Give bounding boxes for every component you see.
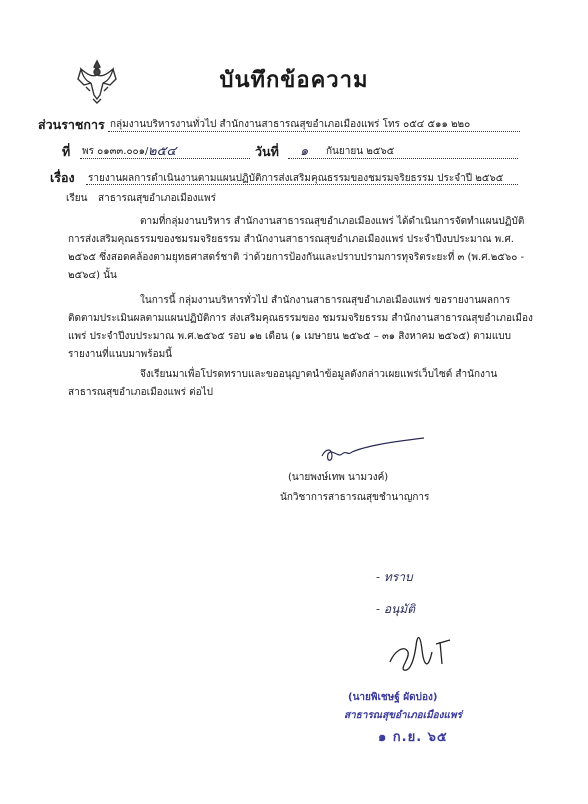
date-label: วันที่: [255, 144, 279, 159]
memo-title: บันทึกข้อความ: [219, 68, 369, 93]
subject-dotted-line: [86, 184, 518, 185]
department-value: กลุ่มงานบริหารงานทั่วไป สำนักงานสาธารณสุขอำเภอเมืองแพร่ โทร ๐๕๔ ๕๑๑ ๒๒๐: [110, 119, 471, 130]
reference-number-handwritten: ๒๕๔: [148, 144, 177, 159]
approval-note-acknowledged: - ทราบ: [376, 570, 413, 584]
approver-position-stamp: สาธารณสุขอำเภอเมืองแพร่: [344, 710, 462, 721]
paragraph-1: ตามที่กลุ่มงานบริหาร สำนักงานสาธารณสุขอำเภอเมืองแพร่ ได้ดำเนินการจัดทำแผนปฏิบัติการส่งเสริมคุณธรรมของชมรมจริยธรรม สำนักงานสาธารณสุขอำเภอเมืองแพร่ ประจำปีงบประมาณ พ.ศ. ๒๕๖๕ ซึ่งสอดคล้องตามยุทธศาสตร์ชาติ ว่าด้วยการป้องกันและปราบปรามการทุจริตระยะที่ ๓ (พ.ศ.๒๕๖๐ - ๒๕๖๔) นั้น: [68, 216, 525, 281]
reference-dotted-line: [80, 158, 250, 159]
approval-date-stamp: ๑ ก.ย. ๖๕: [378, 730, 448, 745]
author-signature: [318, 434, 428, 470]
approval-note-approved: - อนุมัติ: [376, 602, 415, 616]
subject-value: รายงานผลการดำเนินงานตามแผนปฏิบัติการส่งเสริมคุณธรรมของชมรมจริยธรรม ประจำปี ๒๕๖๕: [88, 173, 504, 184]
salutation-value: สาธารณสุขอำเภอเมืองแพร่: [98, 193, 216, 204]
paragraph-3: จึงเรียนมาเพื่อโปรดทราบและขออนุญาตนำข้อมูลดังกล่าวเผยแพร่เว็บไซต์ สำนักงานสาธารณสุขอำเภอเมืองแพร่ ต่อไป: [68, 369, 498, 398]
approver-name-stamp: (นายพิเชษฐ์ ผัดบ่อง): [348, 692, 438, 703]
paragraph-2: ในการนี้ กลุ่มงานบริหารทั่วไป สำนักงานสาธารณสุขอำเภอเมืองแพร่ ขอรายงานผลการติดตามประเมินผลตามแผนปฏิบัติการ ส่งเสริมคุณธรรมของ ชมรมจริยธรรม สำนักงานสาธารณสุขอำเภอเมืองแพร่ ประจำปีงบประมาณ พ.ศ.๒๕๖๕ รอบ ๑๒ เดือน (๑ เมษายน ๒๕๖๕ – ๓๑ สิงหาคม ๒๕๖๕) ตามแบบรายงานที่แนบมาพร้อมนี้: [68, 295, 533, 360]
author-name: (นายพงษ์เทพ นามวงค์): [288, 472, 389, 483]
date-day-handwritten: ๑: [300, 144, 309, 159]
approver-signature: [380, 622, 460, 680]
department-label: ส่วนราชการ: [38, 117, 105, 132]
date-value: กันยายน ๒๕๖๕: [326, 146, 395, 157]
date-dotted-line: [288, 158, 518, 159]
salutation-label: เรียน: [66, 193, 88, 204]
subject-label: เรื่อง: [50, 170, 75, 185]
reference-prefix: พร ๐๑๓๓.๐๐๑/: [82, 146, 149, 157]
department-dotted-line: [108, 131, 520, 132]
reference-label: ที่: [62, 144, 71, 159]
author-position: นักวิชาการสาธารณสุขชำนาญการ: [280, 492, 430, 503]
